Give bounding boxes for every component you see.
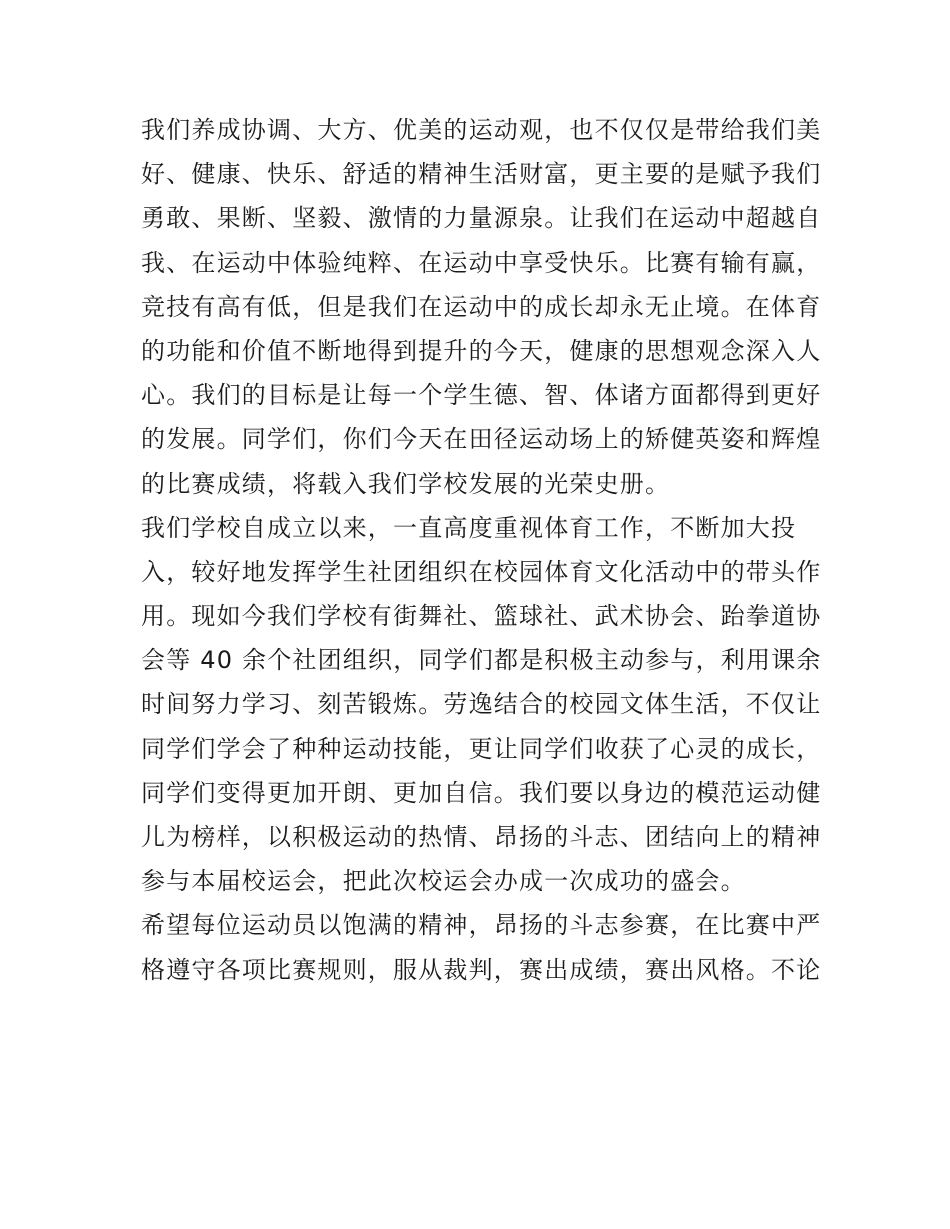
- text-line: 勇敢、果断、坚毅、激情的力量源泉。让我们在运动中超越自: [141, 204, 822, 233]
- text-line: 好、健康、快乐、舒适的精神生活财富，更主要的是赋予我们: [141, 160, 822, 189]
- text-line: 同学们学会了种种运动技能，更让同学们收获了心灵的成长，: [141, 734, 822, 763]
- text-line: 同学们变得更加开朗、更加自信。我们要以身边的模范运动健: [141, 778, 822, 807]
- text-line: 心。我们的目标是让每一个学生德、智、体诸方面都得到更好: [141, 381, 822, 410]
- text-line: 会等 40 余个社团组织，同学们都是积极主动参与，利用课余: [141, 646, 822, 675]
- text-line: 的比赛成绩，将载入我们学校发展的光荣史册。: [141, 469, 671, 498]
- text-line: 的功能和价值不断地得到提升的今天，健康的思想观念深入人: [141, 336, 822, 365]
- text-line: 我们养成协调、大方、优美的运动观，也不仅仅是带给我们美: [141, 116, 822, 144]
- text-line: 用。现如今我们学校有街舞社、篮球社、武术协会、跆拳道协: [141, 602, 822, 631]
- text-line: 我、在运动中体验纯粹、在运动中享受快乐。比赛有输有赢，: [141, 248, 822, 277]
- text-line: 入，较好地发挥学生社团组织在校园体育文化活动中的带头作: [141, 557, 822, 586]
- text-line: 格遵守各项比赛规则，服从裁判，赛出成绩，赛出风格。不论: [141, 955, 822, 984]
- text-line: 的发展。同学们，你们今天在田径运动场上的矫健英姿和辉煌: [141, 425, 822, 454]
- text-line: 儿为榜样，以积极运动的热情、昂扬的斗志、团结向上的精神: [141, 823, 822, 851]
- text-line: 希望每位运动员以饱满的精神，昂扬的斗志参赛，在比赛中严: [141, 911, 822, 940]
- text-line: 我们学校自成立以来，一直高度重视体育工作，不断加大投: [141, 513, 797, 542]
- body-text: [141, 108, 822, 992]
- text-line: 竞技有高有低，但是我们在运动中的成长却永无止境。在体育: [141, 292, 822, 321]
- text-line: 参与本届校运会，把此次校运会办成一次成功的盛会。: [141, 867, 746, 896]
- text-line: 时间努力学习、刻苦锻炼。劳逸结合的校园文体生活，不仅让: [141, 690, 822, 719]
